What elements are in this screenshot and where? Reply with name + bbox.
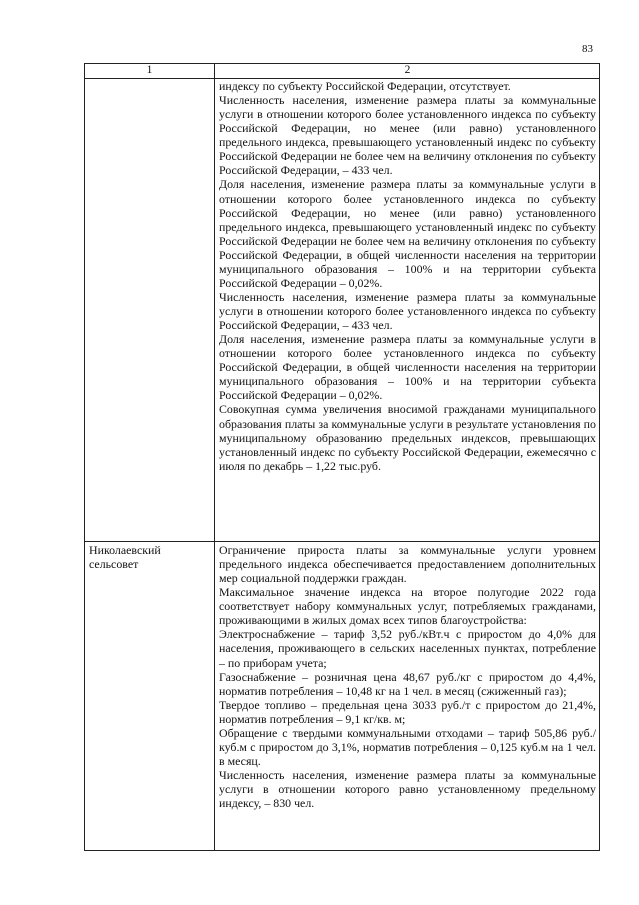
row1-paragraph: Доля населения, изменение размера платы за коммунальные услуги в отношении которого более установленного индекса по субъекту Российской Федерации, но менее (или равно) установленного предельного индекса, превышающего установленный индекс по субъекту Российской Федерации не более чем на величину отклонения по субъекту Российской Федерации, в общей численности населения на территории муниципального образования – 100% и на территории субъекта Российской Федерации – 0,02%. [219,177,596,290]
column-header-2: 2 [404,64,411,76]
row2-content-cell [219,543,596,810]
row1-paragraph: индексу по субъекту Российской Федерации, отсутствует. [219,79,511,93]
column-divider [214,64,215,850]
row2-paragraph: Твердое топливо – предельная цена 3033 руб./т с приростом до 21,4%, норматив потребления – 9,1 кг/кв. м; [219,697,596,726]
row-divider [85,541,599,542]
column-header-1: 1 [146,64,153,76]
page-number: 83 [582,43,593,55]
row2-paragraph: Электроснабжение – тариф 3,52 руб./кВт.ч с приростом до 4,0% для населения, проживающего в сельских населенных пунктах, потребление – по приборам учета; [219,627,596,670]
row2-paragraph: Обращение с твердыми коммунальными отходами – тариф 505,86 руб./куб.м с приростом до 3,1%, норматив потребления – 0,125 куб.м на 1 чел. в месяц. [219,725,596,768]
municipality-name: Николаевский сельсовет [89,543,161,572]
row1-paragraph: Доля населения, изменение размера платы за коммунальные услуги в отношении которого более установленного индекса по субъекту Российской Федерации, в общей численности населения на территории муниципального образования – 100% и на территории субъекта Российской Федерации – 0,02%. [219,332,596,403]
data-table [84,63,600,851]
row1-paragraph: Численность населения, изменение размера платы за коммунальные услуги в отношении которого более установленного индекса по субъекту Российской Федерации, но менее (или равно) установленного предельного индекса, превышающего установленный индекс по субъекту Российской Федерации не более чем на величину отклонения по субъекту Российской Федерации, – 433 чел. [219,93,596,178]
row1-paragraph: Численность населения, изменение размера платы за коммунальные услуги в отношении которого более установленного индекса по субъекту Российской Федерации, – 433 чел. [219,289,596,333]
row2-paragraph: Газоснабжение – розничная цена 48,67 руб./кг с приростом до 4,4%, норматив потребления – 10,48 кг на 1 чел. в месяц (сжиженный газ); [219,669,596,698]
row1-content-cell [219,79,596,473]
row2-paragraph: Ограничение прироста платы за коммунальные услуги уровнем предельного индекса обеспечивается предоставлением дополнительных мер социальной поддержки граждан. [219,543,596,586]
row2-paragraph: Численность населения, изменение размера платы за коммунальные услуги в отношении которого равно установленному предельному индексу, – 830 чел. [219,768,596,811]
row2-paragraph: Максимальное значение индекса на второе полугодие 2022 года соответствует набору коммунальных услуг, потребляемых гражданами, проживающими в жилых домах всех типов благоустройства: [219,585,596,628]
row1-paragraph: Совокупная сумма увеличения вносимой гражданами муниципального образования платы за коммунальные услуги в результате установления по муниципальному образованию предельных индексов, превышающих установленный индекс по субъекту Российской Федерации, ежемесячно с июля по декабрь – 1,22 тыс.руб. [219,402,596,473]
